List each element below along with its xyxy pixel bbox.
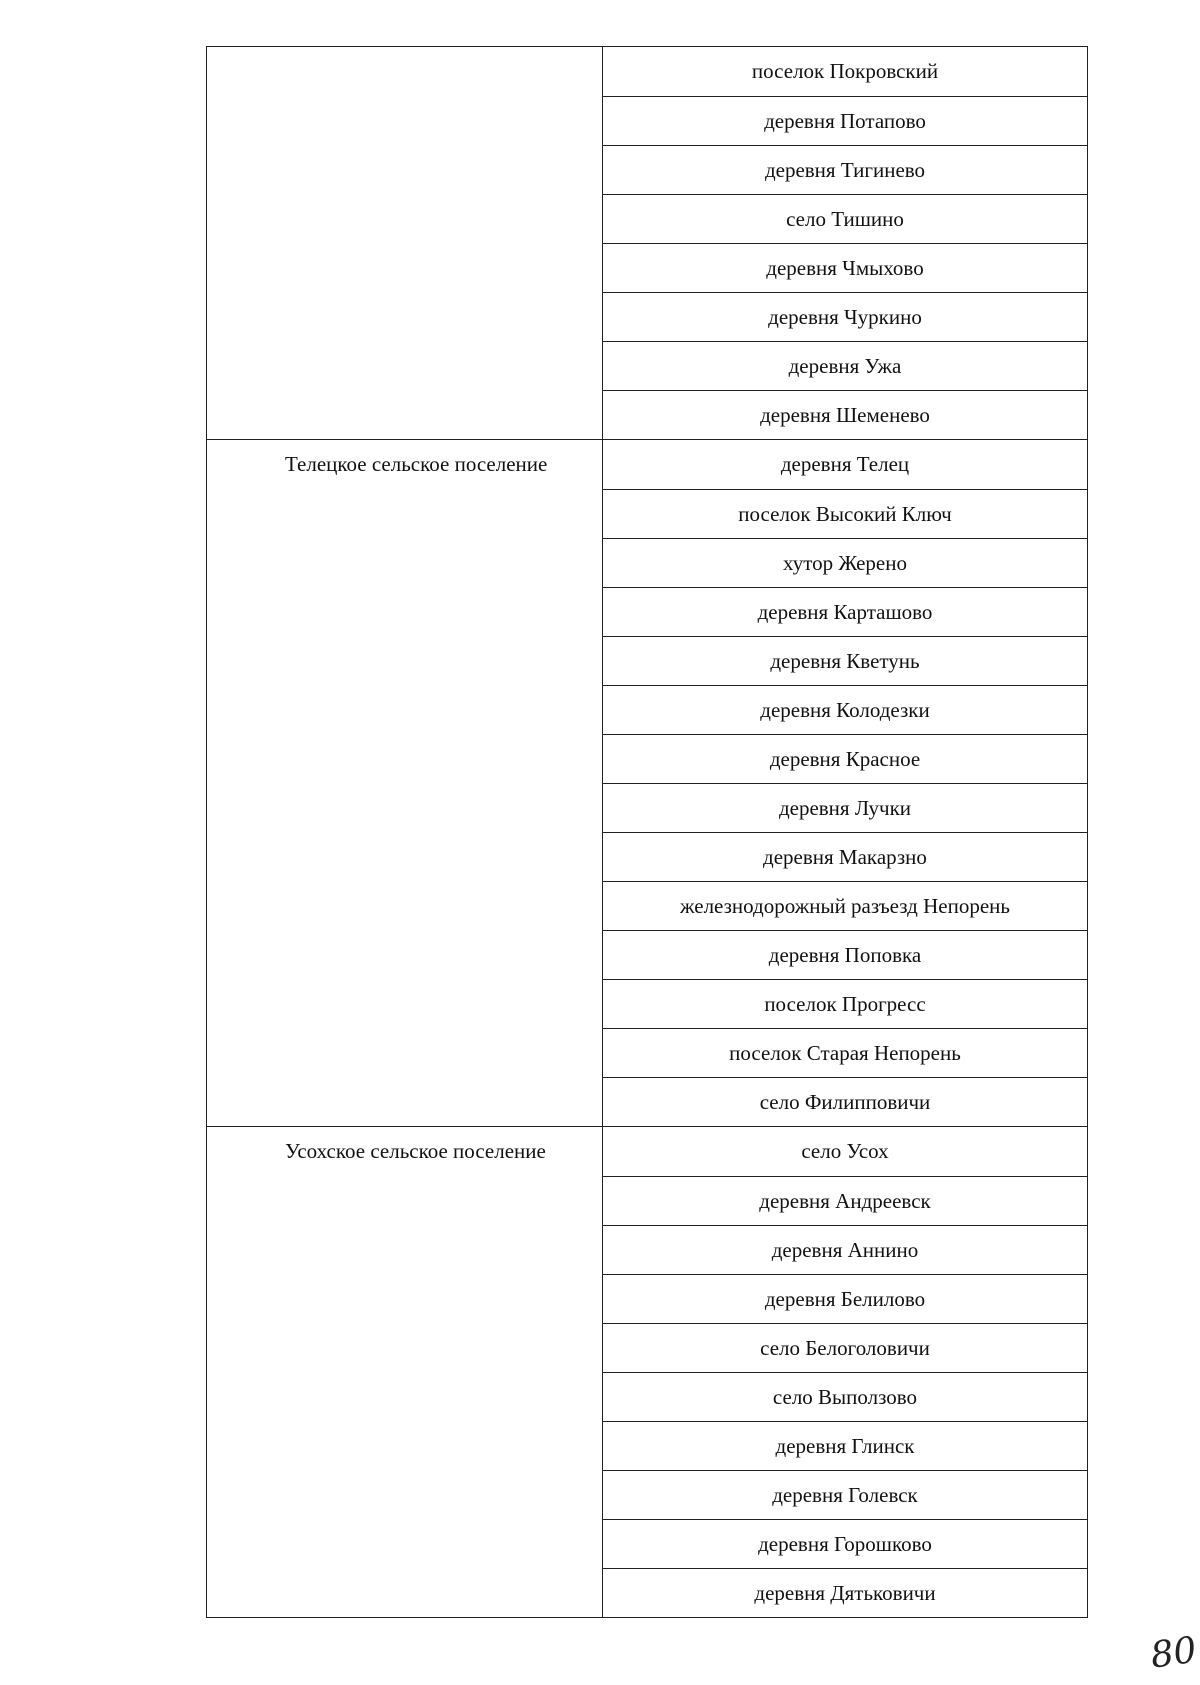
table-row: поселок Высокий Ключ bbox=[603, 489, 1087, 538]
table-row: хутор Жерено bbox=[603, 538, 1087, 587]
page-number: 80 bbox=[1148, 1629, 1200, 1677]
table-row: деревня Колодезки bbox=[603, 685, 1087, 734]
table-row: деревня Красное bbox=[603, 734, 1087, 783]
table-row: село Тишино bbox=[603, 194, 1087, 243]
settlement-cell bbox=[207, 47, 603, 439]
table-row: деревня Дятьковичи bbox=[603, 1568, 1087, 1617]
table-row: деревня Чуркино bbox=[603, 292, 1087, 341]
table-row: деревня Потапово bbox=[603, 96, 1087, 145]
table-row: деревня Ужа bbox=[603, 341, 1087, 390]
table-row: деревня Чмыхово bbox=[603, 243, 1087, 292]
table-row: деревня Макарзно bbox=[603, 832, 1087, 881]
table-group bbox=[207, 1126, 1087, 1617]
localities-column bbox=[603, 440, 1087, 1126]
table-row: деревня Голевск bbox=[603, 1470, 1087, 1519]
table-row: поселок Старая Непорень bbox=[603, 1028, 1087, 1077]
table-row: деревня Аннино bbox=[603, 1225, 1087, 1274]
table-row: село Филипповичи bbox=[603, 1077, 1087, 1126]
localities-column bbox=[603, 47, 1087, 439]
localities-column bbox=[603, 1127, 1087, 1617]
table-row: село Усох bbox=[801, 1139, 889, 1163]
settlement-cell: Телецкое сельское поселение bbox=[207, 440, 603, 1126]
table-row: поселок Покровский bbox=[751, 59, 939, 83]
table-row: деревня Карташово bbox=[603, 587, 1087, 636]
table-row: село Выползово bbox=[603, 1372, 1087, 1421]
table-row: поселок Прогресс bbox=[603, 979, 1087, 1028]
settlements-table bbox=[206, 46, 1088, 1618]
table-row: деревня Андреевск bbox=[603, 1176, 1087, 1225]
table-row: железнодорожный разъезд Непорень bbox=[603, 881, 1087, 930]
table-row: деревня Горошково bbox=[603, 1519, 1087, 1568]
table-row: деревня Кветунь bbox=[603, 636, 1087, 685]
table-row: деревня Тигинево bbox=[603, 145, 1087, 194]
table-row: деревня Глинск bbox=[603, 1421, 1087, 1470]
settlement-cell: Усохское сельское поселение bbox=[207, 1127, 603, 1617]
table-row: деревня Лучки bbox=[603, 783, 1087, 832]
table-row: деревня Шеменево bbox=[603, 390, 1087, 439]
table-row: деревня Телец bbox=[780, 452, 910, 476]
table-group bbox=[207, 47, 1087, 439]
table-row: село Белоголовичи bbox=[603, 1323, 1087, 1372]
table-group bbox=[207, 439, 1087, 1126]
table-row: деревня Белилово bbox=[603, 1274, 1087, 1323]
table-row: деревня Поповка bbox=[603, 930, 1087, 979]
